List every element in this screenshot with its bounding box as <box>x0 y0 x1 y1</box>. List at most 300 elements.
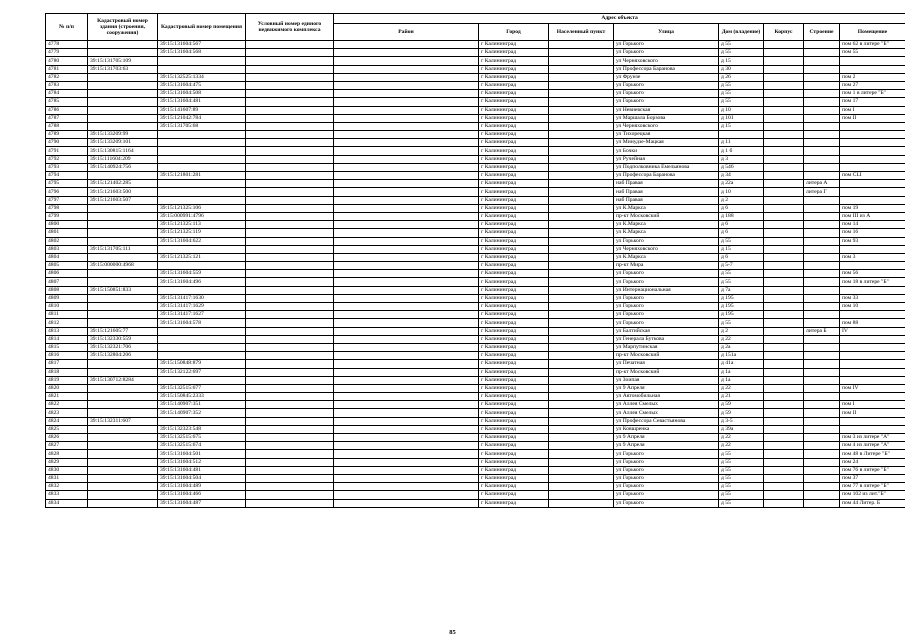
cell-district <box>334 270 479 278</box>
cell-district <box>334 458 479 466</box>
cell-kad-building <box>88 442 158 450</box>
cell-city: г Калининград <box>479 131 549 139</box>
cell-district <box>334 57 479 65</box>
cell-street: ул Интернациональная <box>614 286 719 294</box>
cell-kad-room <box>158 196 246 204</box>
cell-district <box>334 352 479 360</box>
cell-complex <box>246 401 334 409</box>
cell-district <box>334 262 479 270</box>
cell-room: пом 33 <box>840 294 905 302</box>
cell-stroenie <box>804 376 840 384</box>
cell-district <box>334 221 479 229</box>
cell-district <box>334 163 479 171</box>
cell-settlement <box>549 163 614 171</box>
table-row <box>46 172 905 180</box>
cell-settlement <box>549 41 614 49</box>
cell-complex <box>246 458 334 466</box>
cell-room <box>840 131 905 139</box>
cell-num: 4787 <box>46 114 88 122</box>
header-stroenie: Строение <box>804 24 840 41</box>
table-body <box>46 41 905 508</box>
cell-korpus <box>764 442 804 450</box>
cell-num: 4794 <box>46 172 88 180</box>
cell-city: г Калининград <box>479 196 549 204</box>
cell-kad-building: 39:15:121605:77 <box>88 327 158 335</box>
cell-complex <box>246 221 334 229</box>
cell-house: д 10 <box>719 188 764 196</box>
register-sheet <box>45 13 890 508</box>
cell-district <box>334 319 479 327</box>
table-row <box>46 286 905 294</box>
cell-kad-building <box>88 491 158 499</box>
cell-settlement <box>549 491 614 499</box>
cell-kad-room <box>158 262 246 270</box>
cell-stroenie <box>804 393 840 401</box>
table-row <box>46 196 905 204</box>
cell-kad-building: 39:15:000000:4968 <box>88 262 158 270</box>
cell-korpus <box>764 327 804 335</box>
cell-kad-building <box>88 409 158 417</box>
cell-num: 4825 <box>46 425 88 433</box>
cell-complex <box>246 106 334 114</box>
cell-kad-building <box>88 401 158 409</box>
cell-kad-room: 39:15:131417:1630 <box>158 294 246 302</box>
cell-settlement <box>549 335 614 343</box>
cell-settlement <box>549 229 614 237</box>
cell-kad-building <box>88 49 158 57</box>
cell-num: 4814 <box>46 335 88 343</box>
cell-kad-room: 39:15:000991:4796 <box>158 212 246 220</box>
cell-stroenie <box>804 65 840 73</box>
cell-room <box>840 180 905 188</box>
cell-kad-building <box>88 90 158 98</box>
cell-district <box>334 204 479 212</box>
cell-num: 4826 <box>46 434 88 442</box>
cell-korpus <box>764 466 804 474</box>
cell-kad-building <box>88 384 158 392</box>
table-row <box>46 49 905 57</box>
cell-num: 4818 <box>46 368 88 376</box>
cell-street: ул Аллея Смелых <box>614 401 719 409</box>
cell-street: ул Профессора Севастьянова <box>614 417 719 425</box>
cell-city: г Калининград <box>479 442 549 450</box>
cell-complex <box>246 311 334 319</box>
cell-house: д 55 <box>719 90 764 98</box>
cell-settlement <box>549 212 614 220</box>
cell-korpus <box>764 245 804 253</box>
cell-city: г Калининград <box>479 335 549 343</box>
cell-num: 4788 <box>46 122 88 130</box>
cell-num: 4780 <box>46 57 88 65</box>
cell-korpus <box>764 335 804 343</box>
table-row <box>46 163 905 171</box>
cell-settlement <box>549 131 614 139</box>
cell-korpus <box>764 106 804 114</box>
cell-street: ул Фрунзе <box>614 73 719 81</box>
cell-complex <box>246 491 334 499</box>
cell-street: ул К.Маркса <box>614 229 719 237</box>
cell-num: 4813 <box>46 327 88 335</box>
cell-complex <box>246 65 334 73</box>
cell-stroenie <box>804 73 840 81</box>
cell-complex <box>246 262 334 270</box>
cell-district <box>334 294 479 302</box>
cell-house: д 55 <box>719 319 764 327</box>
cell-room <box>840 57 905 65</box>
cell-kad-room: 39:15:131604:489 <box>158 483 246 491</box>
table-row <box>46 352 905 360</box>
cell-city: г Калининград <box>479 188 549 196</box>
cell-kad-room: 39:15:131604:487 <box>158 499 246 507</box>
cell-num: 4782 <box>46 73 88 81</box>
cell-stroenie <box>804 425 840 433</box>
table-row <box>46 245 905 253</box>
cell-kad-building: 39:15:130712:8284 <box>88 376 158 384</box>
cell-city: г Калининград <box>479 180 549 188</box>
cell-korpus <box>764 73 804 81</box>
cell-kad-building: 39:15:140924:756 <box>88 163 158 171</box>
cell-complex <box>246 368 334 376</box>
cell-room: пом 93 <box>840 237 905 245</box>
cell-city: г Калининград <box>479 278 549 286</box>
cell-house: д 55 <box>719 450 764 458</box>
cell-kad-building <box>88 98 158 106</box>
cell-settlement <box>549 139 614 147</box>
table-row <box>46 393 905 401</box>
cell-kad-building <box>88 311 158 319</box>
cell-stroenie <box>804 417 840 425</box>
cell-stroenie <box>804 245 840 253</box>
cell-city: г Калининград <box>479 376 549 384</box>
header-city: Город <box>479 24 549 41</box>
cell-korpus <box>764 483 804 491</box>
cell-city: г Калининград <box>479 343 549 351</box>
table-row <box>46 368 905 376</box>
cell-district <box>334 73 479 81</box>
cell-stroenie <box>804 450 840 458</box>
cell-house: д 55 <box>719 49 764 57</box>
cell-house: д 34 <box>719 172 764 180</box>
cell-house: д 55 <box>719 499 764 507</box>
cell-kad-room: 39:15:131604:568 <box>158 49 246 57</box>
table-row <box>46 221 905 229</box>
cell-street: ул Марпутинская <box>614 343 719 351</box>
cell-complex <box>246 278 334 286</box>
cell-street: ул К.Маркса <box>614 253 719 261</box>
cell-city: г Калининград <box>479 425 549 433</box>
cell-city: г Калининград <box>479 352 549 360</box>
cell-settlement <box>549 376 614 384</box>
cell-kad-building <box>88 499 158 507</box>
cell-district <box>334 393 479 401</box>
cell-kad-room: 39:15:132515:677 <box>158 384 246 392</box>
cell-kad-room: 39:15:140907:352 <box>158 409 246 417</box>
table-row <box>46 499 905 507</box>
table-row <box>46 155 905 163</box>
cell-city: г Калининград <box>479 491 549 499</box>
cell-room <box>840 425 905 433</box>
cell-settlement <box>549 49 614 57</box>
header-korpus: Корпус <box>764 24 804 41</box>
cell-settlement <box>549 499 614 507</box>
cell-room: пом 27 <box>840 81 905 89</box>
cell-complex <box>246 147 334 155</box>
cell-street: наб Правая <box>614 196 719 204</box>
cell-num: 4790 <box>46 139 88 147</box>
cell-stroenie <box>804 90 840 98</box>
cell-room <box>840 286 905 294</box>
cell-num: 4789 <box>46 131 88 139</box>
cell-korpus <box>764 376 804 384</box>
cell-street: ул Горького <box>614 499 719 507</box>
cell-settlement <box>549 253 614 261</box>
cell-num: 4824 <box>46 417 88 425</box>
cell-kad-room: 39:15:131604:481 <box>158 98 246 106</box>
cell-kad-building <box>88 73 158 81</box>
cell-city: г Калининград <box>479 57 549 65</box>
cell-city: г Калининград <box>479 450 549 458</box>
cell-complex <box>246 73 334 81</box>
cell-street: ул Черняховского <box>614 57 719 65</box>
cell-street: ул Профессора Баранова <box>614 65 719 73</box>
cell-street: ул Горького <box>614 49 719 57</box>
cell-street: ул 9 Апреля <box>614 434 719 442</box>
cell-street: пр-кт Московский <box>614 352 719 360</box>
table-row <box>46 384 905 392</box>
cell-district <box>334 303 479 311</box>
cell-city: г Калининград <box>479 147 549 155</box>
cell-num: 4784 <box>46 90 88 98</box>
cell-stroenie <box>804 41 840 49</box>
table-row <box>46 434 905 442</box>
cell-korpus <box>764 393 804 401</box>
cell-stroenie <box>804 122 840 130</box>
cell-house: д 55 <box>719 98 764 106</box>
cell-stroenie <box>804 49 840 57</box>
cell-house: д 6 <box>719 229 764 237</box>
cell-house: д 22 <box>719 384 764 392</box>
cell-kad-building: 39:15:131705:111 <box>88 245 158 253</box>
cell-settlement <box>549 147 614 155</box>
cell-num: 4833 <box>46 491 88 499</box>
table-row <box>46 262 905 270</box>
cell-num: 4808 <box>46 286 88 294</box>
cell-city: г Калининград <box>479 311 549 319</box>
cell-room <box>840 262 905 270</box>
cell-city: г Калининград <box>479 65 549 73</box>
cell-num: 4815 <box>46 343 88 351</box>
header-address: Адрес объекта <box>334 14 905 24</box>
cell-room <box>840 188 905 196</box>
cell-num: 4809 <box>46 294 88 302</box>
cell-stroenie <box>804 262 840 270</box>
cell-settlement <box>549 114 614 122</box>
cell-street: ул Черняховского <box>614 122 719 130</box>
cell-kad-room <box>158 131 246 139</box>
cell-street: наб Правая <box>614 188 719 196</box>
cell-kad-room <box>158 139 246 147</box>
cell-num: 4800 <box>46 221 88 229</box>
cell-korpus <box>764 221 804 229</box>
table-row <box>46 229 905 237</box>
cell-house: д 7а <box>719 286 764 294</box>
cell-room: пом 3 из литере "А" <box>840 434 905 442</box>
cell-stroenie <box>804 384 840 392</box>
cell-complex <box>246 163 334 171</box>
cell-house: д 41а <box>719 360 764 368</box>
cell-kad-room: 39:15:150845:2333 <box>158 393 246 401</box>
cell-kad-room: 39:15:121801:281 <box>158 172 246 180</box>
cell-korpus <box>764 368 804 376</box>
cell-num: 4803 <box>46 245 88 253</box>
cell-settlement <box>549 303 614 311</box>
cell-korpus <box>764 352 804 360</box>
cell-room <box>840 376 905 384</box>
cell-room <box>840 393 905 401</box>
cell-stroenie <box>804 131 840 139</box>
cell-city: г Калининград <box>479 139 549 147</box>
cell-city: г Калининград <box>479 81 549 89</box>
cell-stroenie <box>804 294 840 302</box>
cell-kad-room: 39:15:121325:113 <box>158 221 246 229</box>
cell-street: ул Ковшренка <box>614 425 719 433</box>
cell-district <box>334 122 479 130</box>
cell-kad-room: 39:15:141607:89 <box>158 106 246 114</box>
cell-room: пом I <box>840 106 905 114</box>
cell-stroenie <box>804 499 840 507</box>
cell-settlement <box>549 425 614 433</box>
cell-complex <box>246 450 334 458</box>
cell-city: г Калининград <box>479 499 549 507</box>
cell-room: пом 3 <box>840 253 905 261</box>
cell-korpus <box>764 311 804 319</box>
cell-stroenie <box>804 434 840 442</box>
cell-complex <box>246 49 334 57</box>
cell-num: 4802 <box>46 237 88 245</box>
cell-house: д 5-7 <box>719 262 764 270</box>
cell-street: ул Горького <box>614 237 719 245</box>
cell-house: д 195 <box>719 311 764 319</box>
cell-stroenie <box>804 442 840 450</box>
table-header <box>46 14 905 41</box>
cell-city: г Калининград <box>479 221 549 229</box>
cell-kad-room <box>158 417 246 425</box>
cell-kad-building: 39:15:132311:607 <box>88 417 158 425</box>
cell-room: пом IV <box>840 384 905 392</box>
cell-korpus <box>764 262 804 270</box>
cell-korpus <box>764 155 804 163</box>
cell-house: д 22 <box>719 434 764 442</box>
table-row <box>46 106 905 114</box>
cell-house: д 55 <box>719 81 764 89</box>
cell-house: д 30 <box>719 65 764 73</box>
cell-street: ул Печатная <box>614 360 719 368</box>
cell-street: ул Горького <box>614 474 719 482</box>
cell-korpus <box>764 278 804 286</box>
cell-num: 4822 <box>46 401 88 409</box>
cell-num: 4791 <box>46 147 88 155</box>
header-district: Район <box>334 24 479 41</box>
cell-stroenie <box>804 458 840 466</box>
cell-district <box>334 147 479 155</box>
cell-house: д 55 <box>719 278 764 286</box>
cell-num: 4798 <box>46 204 88 212</box>
cell-kad-building <box>88 41 158 49</box>
table-row <box>46 327 905 335</box>
cell-stroenie <box>804 466 840 474</box>
cell-kad-room: 39:15:121325:106 <box>158 204 246 212</box>
cell-settlement <box>549 188 614 196</box>
cell-house: д 1 б <box>719 147 764 155</box>
cell-korpus <box>764 319 804 327</box>
cell-city: г Калининград <box>479 409 549 417</box>
cell-settlement <box>549 434 614 442</box>
cell-room: пом 19 <box>840 204 905 212</box>
cell-korpus <box>764 491 804 499</box>
cell-korpus <box>764 114 804 122</box>
cell-complex <box>246 393 334 401</box>
cell-house <box>719 131 764 139</box>
cell-settlement <box>549 172 614 180</box>
cell-room <box>840 335 905 343</box>
cell-kad-building <box>88 278 158 286</box>
cell-korpus <box>764 122 804 130</box>
cell-num: 4823 <box>46 409 88 417</box>
cell-city: г Калининград <box>479 360 549 368</box>
table-row <box>46 131 905 139</box>
table-row <box>46 122 905 130</box>
cell-num: 4778 <box>46 41 88 49</box>
cell-house: д 10 <box>719 106 764 114</box>
cell-korpus <box>764 474 804 482</box>
cell-street: ул Бочки <box>614 147 719 155</box>
cell-house: д 26 <box>719 73 764 81</box>
cell-korpus <box>764 172 804 180</box>
cell-korpus <box>764 147 804 155</box>
cell-stroenie <box>804 491 840 499</box>
cell-complex <box>246 98 334 106</box>
cell-stroenie <box>804 343 840 351</box>
table-row <box>46 212 905 220</box>
cell-room: пом 44 Литер. Б <box>840 499 905 507</box>
cell-korpus <box>764 81 804 89</box>
cell-street: ул 9 Апреля <box>614 442 719 450</box>
cell-kad-room <box>158 286 246 294</box>
cell-city: г Калининград <box>479 229 549 237</box>
cell-korpus <box>764 131 804 139</box>
table-row <box>46 417 905 425</box>
cell-kad-room: 39:15:140907:351 <box>158 401 246 409</box>
cell-complex <box>246 360 334 368</box>
cell-district <box>334 343 479 351</box>
cell-room <box>840 360 905 368</box>
cell-city: г Калининград <box>479 384 549 392</box>
cell-korpus <box>764 294 804 302</box>
cell-stroenie <box>804 253 840 261</box>
cell-district <box>334 196 479 204</box>
cell-kad-room: 39:15:131705:68 <box>158 122 246 130</box>
cell-house: д 59 <box>719 409 764 417</box>
cell-kad-room <box>158 245 246 253</box>
cell-district <box>334 253 479 261</box>
cell-korpus <box>764 384 804 392</box>
cell-district <box>334 278 479 286</box>
cell-kad-room <box>158 327 246 335</box>
cell-settlement <box>549 384 614 392</box>
cell-kad-room: 39:15:132525:1334 <box>158 73 246 81</box>
cell-complex <box>246 270 334 278</box>
cell-room: пом 14 <box>840 221 905 229</box>
